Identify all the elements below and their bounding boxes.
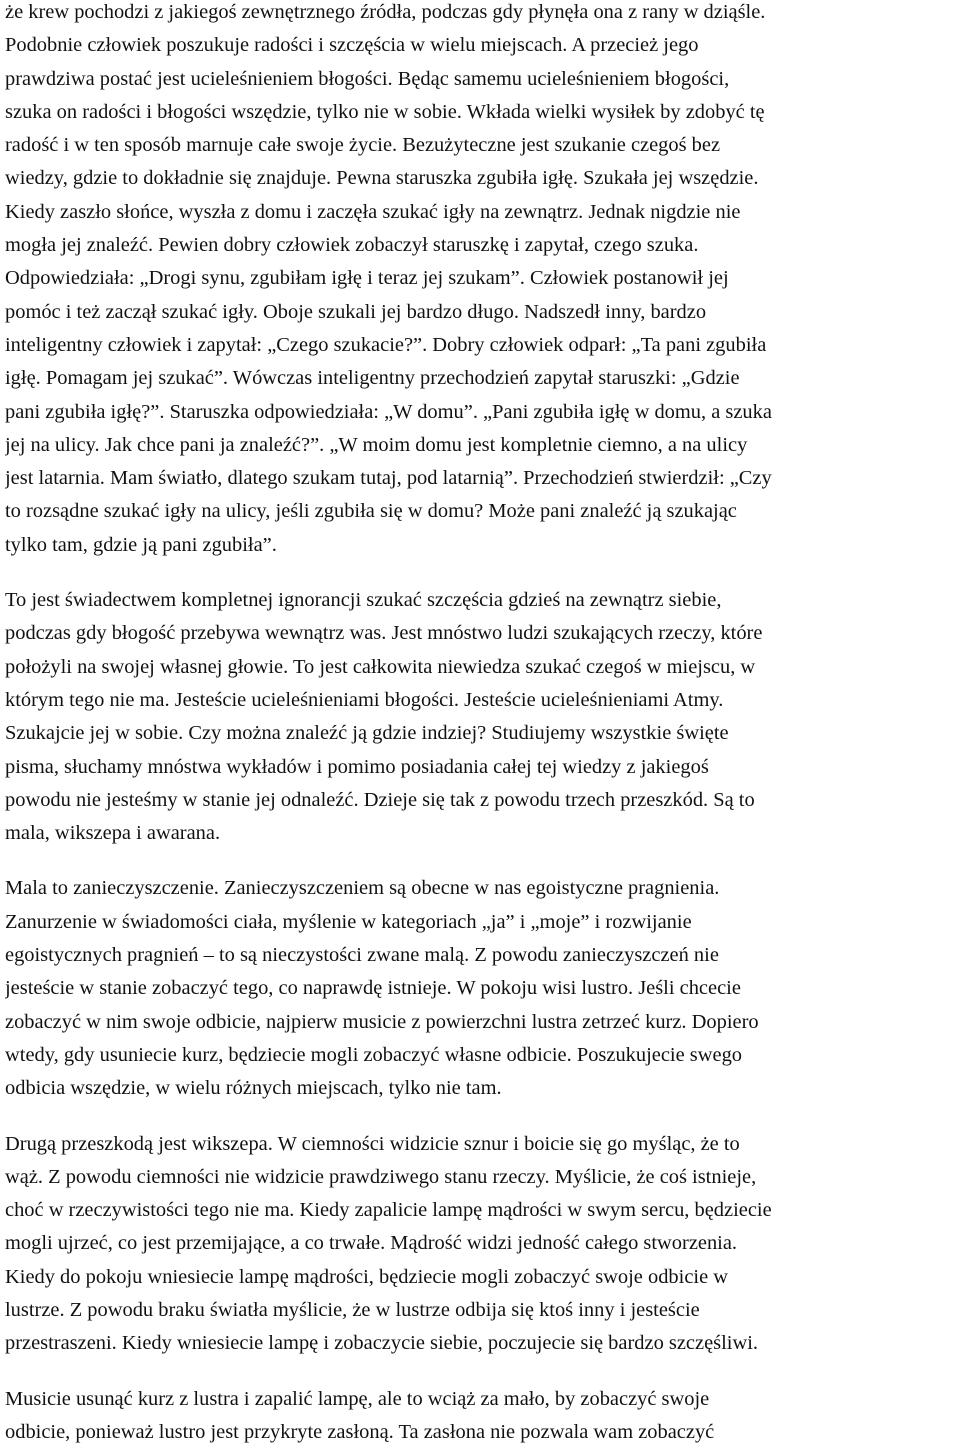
- text-line: położyli na swojej własnej głowie. To jest całkowita niewiedza szukać czegoś w miejscu, w: [5, 655, 756, 678]
- paragraph-gap: [5, 850, 960, 872]
- text-line: choć w rzeczywistości tego nie ma. Kiedy zapalicie lampę mądrości w swym sercu, będziecie: [5, 1199, 772, 1222]
- text-line: prawdziwa postać jest ucieleśnieniem błogości. Będąc samemu ucieleśnieniem błogości,: [5, 67, 730, 90]
- text-line: jest latarnia. Mam światło, dlatego szukam tutaj, pod latarnią”. Przechodzień stwierdził: „Czy: [5, 467, 772, 490]
- text-line: igłę. Pomagam jej szukać”. Wówczas inteligentny przechodzień zapytał staruszki: „Gdzie: [5, 367, 740, 390]
- text-line: wiedzy, gdzie to dokładnie się znajduje. Pewna staruszka zgubiła igłę. Szukała jej wszędzie.: [5, 167, 759, 190]
- paragraph-wikszepa: [5, 1128, 960, 1361]
- text-line: mala, wikszepa i awarana.: [5, 822, 221, 845]
- text-line: to rozsądne szukać igły na ulicy, jeśli zgubiła się w domu? Może pani znaleźć ją szukając: [5, 500, 737, 523]
- paragraph-ignorance: [5, 584, 960, 850]
- text-line: Kiedy zaszło słońce, wyszła z domu i zaczęła szukać igły na zewnątrz. Jednak nigdzie nie: [5, 200, 741, 223]
- text-line: podczas gdy błogość przebywa wewnątrz was. Jest mnóstwo ludzi szukających rzeczy, które: [5, 622, 763, 645]
- text-line: lustrze. Z powodu braku światła myślicie, że w lustrze odbija się ktoś inny i jesteście: [5, 1298, 700, 1321]
- text-line: To jest świadectwem kompletnej ignorancji szukać szczęścia gdzieś na zewnątrz siebie,: [5, 589, 722, 612]
- text-line: pani zgubiła igłę?”. Staruszka odpowiedziała: „W domu”. „Pani zgubiła igłę w domu, a szuka: [5, 400, 772, 423]
- text-line: zobaczyć w nim swoje odbicie, najpierw musicie z powierzchni lustra zetrzeć kurz. Dopiero: [5, 1010, 759, 1033]
- text-line: jesteście w stanie zobaczyć tego, co naprawdę istnieje. W pokoju wisi lustro. Jeśli chcecie: [5, 977, 741, 1000]
- text-line: pomóc i też zaczął szukać igły. Oboje szukali jej bardzo długo. Nadszedł inny, bardzo: [5, 300, 707, 323]
- paragraph-needle-story: [5, 0, 960, 562]
- text-line: Zanurzenie w świadomości ciała, myślenie w kategoriach „ja” i „moje” i rozwijanie: [5, 910, 692, 933]
- text-line: Kiedy do pokoju wniesiecie lampę mądrości, będziecie mogli zobaczyć swoje odbicie w: [5, 1265, 729, 1288]
- text-line: mogła jej znaleźć. Pewien dobry człowiek zobaczył staruszkę i zapytał, czego szuka.: [5, 234, 699, 257]
- text-line: powodu nie jesteśmy w stanie jej odnaleźć. Dzieje się tak z powodu trzech przeszkód. Są to: [5, 788, 755, 811]
- text-line: Drugą przeszkodą jest wikszepa. W ciemności widzicie sznur i boicie się go myśląc, że to: [5, 1132, 740, 1155]
- text-line: Szukajcie jej w sobie. Czy można znaleźć ją gdzie indziej? Studiujemy wszystkie święte: [5, 722, 729, 745]
- paragraph-mala: [5, 872, 960, 1105]
- text-line: Podobnie człowiek poszukuje radości i szczęścia w wielu miejscach. A przecież jego: [5, 34, 699, 57]
- text-line: Mala to zanieczyszczenie. Zanieczyszczeniem są obecne w nas egoistyczne pragnienia.: [5, 877, 720, 900]
- text-line: inteligentny człowiek i zapytał: „Czego szukacie?”. Dobry człowiek odparł: „Ta pani zgubiła: [5, 333, 767, 356]
- paragraph-awarana: [5, 1383, 960, 1450]
- paragraph-gap: [5, 1361, 960, 1383]
- document-page: [5, 0, 960, 1456]
- text-line: odbicie, ponieważ lustro jest przykryte zasłoną. Ta zasłona nie pozwala wam zobaczyć: [5, 1420, 715, 1443]
- text-line: że krew pochodzi z jakiegoś zewnętrznego źródła, podczas gdy płynęła ona z rany w dziąśle.: [5, 1, 766, 23]
- text-line: egoistycznych pragnień – to są nieczystości zwane malą. Z powodu zanieczyszczeń nie: [5, 944, 719, 967]
- text-line: jej na ulicy. Jak chce pani ja znaleźć?”. „W moim domu jest kompletnie ciemno, a na ulicy: [5, 433, 748, 456]
- text-line: szuka on radości i błogości wszędzie, tylko nie w sobie. Wkłada wielki wysiłek by zdobyć tę: [5, 100, 765, 123]
- text-line: przestraszeni. Kiedy wniesiecie lampę i zobaczycie siebie, poczujecie się bardzo szczęśliwi.: [5, 1332, 758, 1355]
- paragraph-gap: [5, 562, 960, 584]
- text-line: Musicie usunąć kurz z lustra i zapalić lampę, ale to wciąż za mało, by zobaczyć swoje: [5, 1387, 710, 1410]
- text-line: mogli ujrzeć, co jest przemijające, a co trwałe. Mądrość widzi jedność całego stworzenia.: [5, 1232, 738, 1255]
- text-line: tylko tam, gdzie ją pani zgubiła”.: [5, 533, 277, 556]
- paragraph-gap: [5, 1106, 960, 1128]
- text-line: którym tego nie ma. Jesteście ucieleśnieniami błogości. Jesteście ucieleśnieniami Atmy.: [5, 688, 724, 711]
- text-line: wąż. Z powodu ciemności nie widzicie prawdziwego stanu rzeczy. Myślicie, że coś istnieje,: [5, 1165, 757, 1188]
- text-line: pisma, słuchamy mnóstwa wykładów i pomimo posiadania całej tej wiedzy z jakiegoś: [5, 755, 709, 778]
- text-line: wtedy, gdy usuniecie kurz, będziecie mogli zobaczyć własne odbicie. Poszukujecie swego: [5, 1043, 743, 1066]
- text-line: Odpowiedziała: „Drogi synu, zgubiłam igłę i teraz jej szukam”. Człowiek postanowił jej: [5, 267, 729, 290]
- text-line: radość i w ten sposób marnuje całe swoje życie. Bezużyteczne jest szukanie czegoś bez: [5, 134, 721, 157]
- text-line: odbicia wszędzie, w wielu różnych miejscach, tylko nie tam.: [5, 1077, 502, 1100]
